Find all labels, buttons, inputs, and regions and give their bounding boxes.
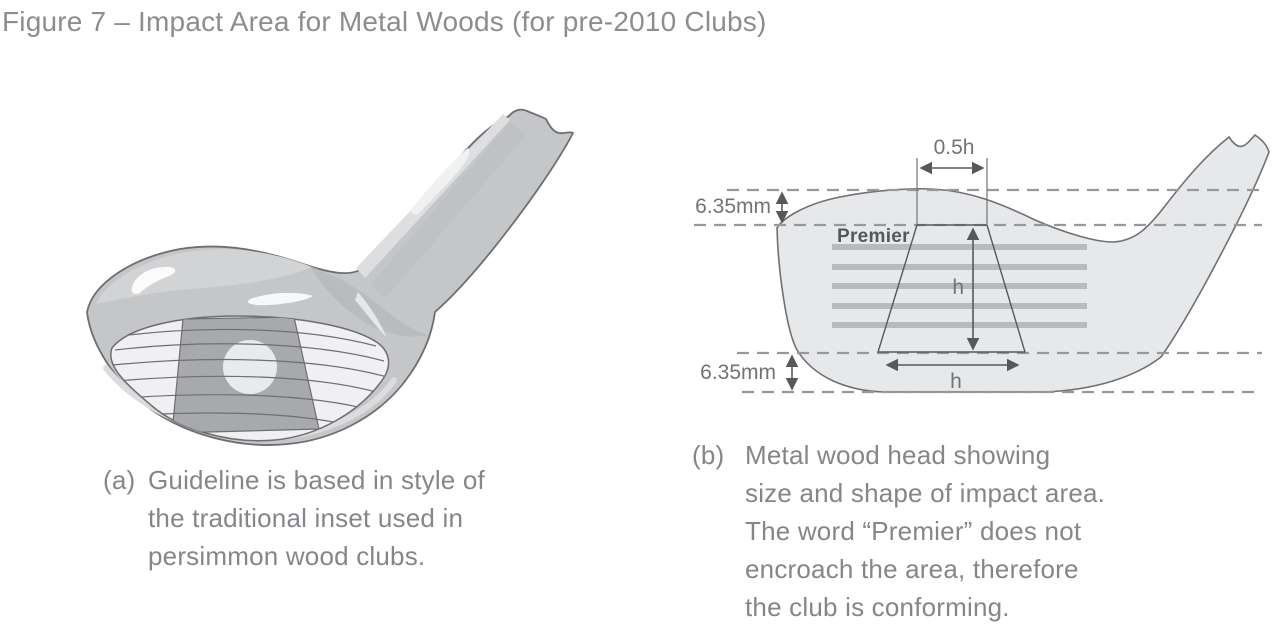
- crown-offset-label: 6.35mm: [695, 195, 771, 218]
- panel-b-illustration: [680, 100, 1273, 430]
- panel-b-caption-marker: (b): [692, 440, 725, 470]
- figure-title: Figure 7 – Impact Area for Metal Woods (for pre-2010 Clubs): [2, 6, 767, 37]
- panel-b-caption-text: [745, 436, 1105, 626]
- impact-base-label: h: [950, 370, 962, 393]
- panel-a-caption-marker: (a): [103, 465, 136, 495]
- impact-width-label: 0.5h: [933, 136, 975, 159]
- face-groove: [832, 303, 1087, 309]
- impact-height-label: h: [952, 276, 964, 299]
- caption-line: encroach the area, therefore: [745, 554, 1079, 584]
- caption-line: persimmon wood clubs.: [148, 541, 426, 571]
- caption-line: The word “Premier” does not: [745, 516, 1082, 546]
- panel-a-caption: [103, 461, 485, 575]
- caption-line: the club is conforming.: [745, 592, 1010, 622]
- panel-b-caption: [692, 436, 1105, 626]
- caption-line: the traditional inset used in: [148, 503, 464, 533]
- sole-offset-label: 6.35mm: [700, 361, 776, 384]
- face-insert-circle: [223, 340, 277, 394]
- caption-line: Guideline is based in style of: [148, 465, 485, 495]
- caption-line: Metal wood head showing: [745, 440, 1051, 470]
- face-groove: [832, 264, 1087, 270]
- face-groove: [832, 322, 1087, 328]
- caption-line: size and shape of impact area.: [745, 478, 1106, 508]
- panel-a-illustration: [60, 80, 620, 460]
- panel-a-caption-text: [148, 461, 485, 575]
- brand-text: Premier: [837, 226, 910, 247]
